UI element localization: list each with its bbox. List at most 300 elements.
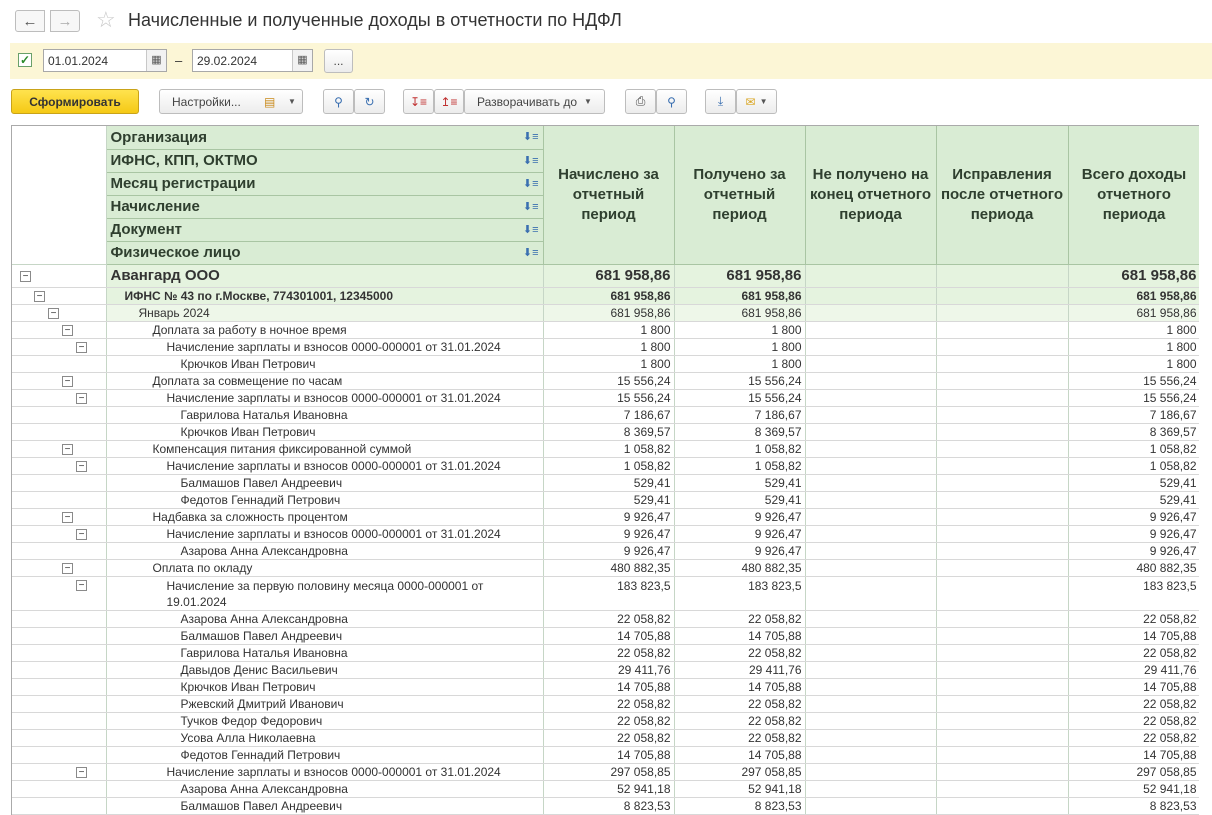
value-cell: 15 556,24: [674, 372, 805, 389]
row-label: Надбавка за сложность процентом: [106, 508, 543, 525]
row-label: ИФНС № 43 по г.Москве, 774301001, 12345000: [106, 287, 543, 304]
value-cell: 15 556,24: [543, 389, 674, 406]
sort-icon: ⬇≡: [522, 131, 539, 143]
value-cell: 681 958,86: [674, 304, 805, 321]
value-cell: [936, 576, 1068, 610]
value-cell: [805, 644, 936, 661]
expand-to-label: Разворачивать до: [477, 94, 578, 109]
search-next-button[interactable]: [354, 89, 385, 114]
table-row[interactable]: [12, 491, 1199, 508]
tree-cell: [12, 661, 106, 678]
col-header-accrued[interactable]: Начислено за отчетный период: [543, 126, 674, 264]
table-row[interactable]: [12, 508, 1199, 525]
row-label: Крючков Иван Петрович: [106, 423, 543, 440]
value-cell: 14 705,88: [674, 678, 805, 695]
sort-icon: ⬇≡: [522, 246, 539, 259]
value-cell: 15 556,24: [1068, 372, 1199, 389]
sort-descending-icon: ↧≡: [409, 94, 428, 109]
value-cell: [805, 264, 936, 287]
value-cell: 183 823,5: [674, 576, 805, 610]
value-cell: 22 058,82: [674, 644, 805, 661]
value-cell: 15 556,24: [543, 372, 674, 389]
value-cell: 8 369,57: [543, 423, 674, 440]
value-cell: [936, 457, 1068, 474]
value-cell: 14 705,88: [543, 678, 674, 695]
back-arrow-icon[interactable]: ←: [15, 10, 45, 32]
value-cell: 22 058,82: [543, 712, 674, 729]
value-cell: [936, 321, 1068, 338]
row-label: Крючков Иван Петрович: [106, 678, 543, 695]
value-cell: 529,41: [674, 491, 805, 508]
tree-cell: [12, 644, 106, 661]
value-cell: 22 058,82: [1068, 695, 1199, 712]
date-from-value: 01.01.2024: [48, 54, 109, 68]
sort-asc-button[interactable]: [434, 89, 464, 114]
tree-cell: [12, 474, 106, 491]
save-button[interactable]: [705, 89, 736, 114]
row-label: Оплата по окладу: [106, 559, 543, 576]
table-row[interactable]: [12, 576, 1199, 610]
download-icon: ⤓: [717, 94, 724, 108]
value-cell: 52 941,18: [674, 780, 805, 797]
value-cell: 529,41: [543, 474, 674, 491]
value-cell: 681 958,86: [543, 304, 674, 321]
value-cell: 183 823,5: [543, 576, 674, 610]
value-cell: [805, 678, 936, 695]
value-cell: [936, 525, 1068, 542]
collapse-icon[interactable]: −: [76, 342, 87, 353]
value-cell: 297 058,85: [1068, 763, 1199, 780]
value-cell: [936, 372, 1068, 389]
value-cell: [936, 304, 1068, 321]
table-row[interactable]: [12, 389, 1199, 406]
value-cell: 22 058,82: [543, 610, 674, 627]
collapse-icon[interactable]: −: [76, 529, 87, 540]
group-header-organization: Организация ⬇≡: [106, 126, 543, 149]
tree-cell: [12, 491, 106, 508]
value-cell: 14 705,88: [1068, 627, 1199, 644]
tree-cell: [12, 321, 106, 338]
col-header-received[interactable]: Получено за отчетный период: [674, 126, 805, 264]
value-cell: [805, 406, 936, 423]
tree-cell: [12, 712, 106, 729]
value-cell: 9 926,47: [1068, 508, 1199, 525]
chevron-down-icon: ▼: [584, 97, 592, 106]
table-row[interactable]: [12, 610, 1199, 627]
value-cell: 183 823,5: [1068, 576, 1199, 610]
table-row[interactable]: [12, 355, 1199, 372]
value-cell: 14 705,88: [674, 627, 805, 644]
table-row[interactable]: [12, 559, 1199, 576]
table-row[interactable]: [12, 264, 1199, 287]
value-cell: 529,41: [543, 491, 674, 508]
value-cell: 22 058,82: [1068, 644, 1199, 661]
value-cell: [805, 542, 936, 559]
search-button[interactable]: [323, 89, 354, 114]
table-row[interactable]: [12, 474, 1199, 491]
value-cell: [936, 644, 1068, 661]
value-cell: 1 058,82: [674, 440, 805, 457]
value-cell: [936, 763, 1068, 780]
date-separator: –: [175, 53, 183, 68]
collapse-icon[interactable]: −: [48, 308, 59, 319]
value-cell: [936, 406, 1068, 423]
search-icon: ⚲: [334, 94, 343, 109]
value-cell: 1 800: [1068, 355, 1199, 372]
row-label: Азарова Анна Александровна: [106, 610, 543, 627]
value-cell: 52 941,18: [543, 780, 674, 797]
value-cell: 1 800: [543, 338, 674, 355]
chevron-down-icon: ▼: [759, 97, 768, 106]
value-cell: 9 926,47: [543, 542, 674, 559]
printer-icon: ⎙: [635, 94, 646, 108]
value-cell: [805, 780, 936, 797]
value-cell: [805, 627, 936, 644]
generate-button[interactable]: Сформировать: [11, 89, 139, 114]
row-label: Федотов Геннадий Петрович: [106, 491, 543, 508]
tree-cell: [12, 287, 106, 304]
tree-cell: [12, 389, 106, 406]
value-cell: 8 369,57: [674, 423, 805, 440]
value-cell: 22 058,82: [674, 610, 805, 627]
row-label: Давыдов Денис Васильевич: [106, 661, 543, 678]
value-cell: [805, 559, 936, 576]
value-cell: 7 186,67: [543, 406, 674, 423]
period-panel: [10, 43, 1212, 79]
tree-cell: [12, 355, 106, 372]
tree-cell: [12, 542, 106, 559]
row-label: Компенсация питания фиксированной суммой: [106, 440, 543, 457]
value-cell: 14 705,88: [674, 746, 805, 763]
value-cell: 52 941,18: [1068, 780, 1199, 797]
row-label: Начисление зарплаты и взносов 0000-000001 от 31.01.2024: [106, 389, 543, 406]
period-checkbox[interactable]: ✓: [19, 53, 31, 67]
row-label: Начисление зарплаты и взносов 0000-000001 от 31.01.2024: [106, 457, 543, 474]
envelope-icon: ✉: [745, 94, 756, 109]
date-from-field[interactable]: [43, 49, 167, 72]
value-cell: [936, 355, 1068, 372]
value-cell: 14 705,88: [543, 627, 674, 644]
tree-cell: [12, 780, 106, 797]
value-cell: 1 800: [674, 355, 805, 372]
value-cell: 681 958,86: [1068, 304, 1199, 321]
value-cell: [805, 389, 936, 406]
sort-icon: ⬇≡: [522, 177, 539, 190]
table-row[interactable]: [12, 287, 1199, 304]
tree-cell: [12, 576, 106, 610]
collapse-icon[interactable]: −: [62, 512, 73, 523]
value-cell: 14 705,88: [1068, 678, 1199, 695]
row-label: Авангард ООО: [106, 264, 543, 287]
table-row[interactable]: [12, 678, 1199, 695]
value-cell: 1 800: [674, 321, 805, 338]
value-cell: [936, 542, 1068, 559]
value-cell: 7 186,67: [1068, 406, 1199, 423]
group-header-accrual: Начисление ⬇≡: [106, 195, 543, 218]
table-row[interactable]: [12, 644, 1199, 661]
table-row[interactable]: [12, 304, 1199, 321]
value-cell: [936, 627, 1068, 644]
value-cell: 681 958,86: [1068, 287, 1199, 304]
table-row[interactable]: [12, 712, 1199, 729]
tree-cell: [12, 423, 106, 440]
tree-cell: [12, 610, 106, 627]
value-cell: 9 926,47: [543, 508, 674, 525]
value-cell: 29 411,76: [1068, 661, 1199, 678]
collapse-icon[interactable]: −: [62, 444, 73, 455]
tree-cell: [12, 440, 106, 457]
value-cell: 1 800: [1068, 338, 1199, 355]
sort-ascending-icon: ↥≡: [440, 94, 458, 109]
value-cell: 22 058,82: [543, 695, 674, 712]
value-cell: 529,41: [1068, 491, 1199, 508]
group-header-ifns: ИФНС, КПП, ОКТМО ⬇≡: [106, 149, 543, 172]
value-cell: 22 058,82: [1068, 610, 1199, 627]
value-cell: [936, 712, 1068, 729]
row-label: Гаврилова Наталья Ивановна: [106, 644, 543, 661]
value-cell: 29 411,76: [674, 661, 805, 678]
value-cell: [936, 559, 1068, 576]
value-cell: 15 556,24: [674, 389, 805, 406]
value-cell: 681 958,86: [543, 264, 674, 287]
value-cell: 14 705,88: [1068, 746, 1199, 763]
value-cell: [936, 474, 1068, 491]
print-preview-icon: ⚲: [667, 94, 676, 109]
table-row[interactable]: [12, 372, 1199, 389]
calendar-icon[interactable]: ▦: [146, 50, 166, 71]
value-cell: 529,41: [1068, 474, 1199, 491]
group-header-month: Месяц регистрации ⬇≡: [106, 172, 543, 195]
value-cell: 1 800: [674, 338, 805, 355]
value-cell: 9 926,47: [543, 525, 674, 542]
value-cell: [936, 695, 1068, 712]
value-cell: 297 058,85: [674, 763, 805, 780]
row-label: Начисление зарплаты и взносов 0000-000001 от 31.01.2024: [106, 525, 543, 542]
value-cell: 9 926,47: [674, 525, 805, 542]
period-select-button[interactable]: ...: [324, 49, 353, 73]
value-cell: 22 058,82: [1068, 729, 1199, 746]
value-cell: [805, 746, 936, 763]
table-row[interactable]: [12, 525, 1199, 542]
value-cell: [936, 287, 1068, 304]
row-label: Балмашов Павел Андреевич: [106, 627, 543, 644]
value-cell: 1 800: [543, 355, 674, 372]
value-cell: [805, 797, 936, 814]
print-button[interactable]: [625, 89, 656, 114]
collapse-icon[interactable]: −: [20, 271, 31, 282]
collapse-icon[interactable]: −: [76, 580, 87, 591]
value-cell: 1 058,82: [1068, 457, 1199, 474]
row-label: Крючков Иван Петрович: [106, 355, 543, 372]
value-cell: 7 186,67: [674, 406, 805, 423]
value-cell: [805, 440, 936, 457]
collapse-icon[interactable]: −: [76, 461, 87, 472]
value-cell: 1 058,82: [543, 457, 674, 474]
tree-cell: [12, 264, 106, 287]
date-to-field[interactable]: [192, 49, 313, 72]
row-label: Федотов Геннадий Петрович: [106, 746, 543, 763]
row-label: Начисление зарплаты и взносов 0000-000001 от 31.01.2024: [106, 338, 543, 355]
expand-to-dropdown[interactable]: [464, 89, 605, 114]
forward-arrow-icon[interactable]: →: [50, 10, 80, 32]
row-label: Доплата за совмещение по часам: [106, 372, 543, 389]
value-cell: 681 958,86: [674, 264, 805, 287]
value-cell: 681 958,86: [543, 287, 674, 304]
group-header-document: Документ ⬇≡: [106, 218, 543, 241]
tree-cell: [12, 797, 106, 814]
collapse-icon[interactable]: −: [76, 393, 87, 404]
value-cell: 1 058,82: [1068, 440, 1199, 457]
value-cell: [805, 763, 936, 780]
value-cell: 681 958,86: [1068, 264, 1199, 287]
value-cell: 22 058,82: [674, 712, 805, 729]
value-cell: [936, 729, 1068, 746]
value-cell: 480 882,35: [543, 559, 674, 576]
value-cell: [936, 389, 1068, 406]
table-row[interactable]: [12, 780, 1199, 797]
row-label: Балмашов Павел Андреевич: [106, 797, 543, 814]
variants-icon: ▤: [264, 94, 276, 109]
value-cell: [805, 661, 936, 678]
value-cell: [805, 338, 936, 355]
collapse-icon[interactable]: −: [76, 767, 87, 778]
settings-button[interactable]: [159, 89, 303, 114]
collapse-icon[interactable]: −: [62, 376, 73, 387]
tree-header: [12, 126, 106, 264]
value-cell: 8 823,53: [1068, 797, 1199, 814]
value-cell: 29 411,76: [543, 661, 674, 678]
tree-cell: [12, 406, 106, 423]
value-cell: [805, 491, 936, 508]
value-cell: 297 058,85: [543, 763, 674, 780]
value-cell: [936, 780, 1068, 797]
calendar-icon[interactable]: ▦: [292, 50, 312, 71]
window-title: Начисленные и полученные доходы в отчетности по НДФЛ: [128, 10, 622, 30]
preview-button[interactable]: [656, 89, 687, 114]
table-row[interactable]: [12, 695, 1199, 712]
collapse-icon[interactable]: −: [34, 291, 45, 302]
col-header-total[interactable]: Всего доходы отчетного периода: [1068, 126, 1199, 264]
value-cell: [805, 474, 936, 491]
sort-desc-button[interactable]: [403, 89, 434, 114]
table-row[interactable]: [12, 321, 1199, 338]
value-cell: 22 058,82: [674, 695, 805, 712]
value-cell: 22 058,82: [1068, 712, 1199, 729]
row-label: Балмашов Павел Андреевич: [106, 474, 543, 491]
date-to-value: 29.02.2024: [197, 54, 258, 68]
table-row[interactable]: [12, 729, 1199, 746]
value-cell: [936, 678, 1068, 695]
value-cell: 529,41: [674, 474, 805, 491]
row-label: Ржевский Дмитрий Иванович: [106, 695, 543, 712]
value-cell: 9 926,47: [1068, 525, 1199, 542]
tree-cell: [12, 763, 106, 780]
value-cell: [805, 321, 936, 338]
value-cell: 1 800: [543, 321, 674, 338]
value-cell: [805, 423, 936, 440]
table-row[interactable]: [12, 406, 1199, 423]
value-cell: [805, 304, 936, 321]
collapse-icon[interactable]: −: [62, 563, 73, 574]
tree-cell: [12, 525, 106, 542]
value-cell: [936, 440, 1068, 457]
value-cell: [936, 746, 1068, 763]
table-row[interactable]: [12, 440, 1199, 457]
sort-icon: ⬇≡: [522, 223, 539, 236]
chevron-down-icon: ▼: [288, 97, 296, 106]
value-cell: [936, 508, 1068, 525]
value-cell: [805, 457, 936, 474]
value-cell: 480 882,35: [674, 559, 805, 576]
row-label: Тучков Федор Федорович: [106, 712, 543, 729]
value-cell: [936, 661, 1068, 678]
table-row[interactable]: [12, 542, 1199, 559]
favorite-star-icon[interactable]: ☆: [96, 7, 116, 32]
value-cell: [805, 525, 936, 542]
table-row[interactable]: [12, 627, 1199, 644]
value-cell: 22 058,82: [543, 729, 674, 746]
value-cell: [805, 508, 936, 525]
row-label: Доплата за работу в ночное время: [106, 321, 543, 338]
tree-cell: [12, 746, 106, 763]
table-row[interactable]: [12, 746, 1199, 763]
value-cell: 1 058,82: [674, 457, 805, 474]
sort-icon: ⬇≡: [522, 200, 539, 213]
value-cell: 22 058,82: [674, 729, 805, 746]
tree-cell: [12, 457, 106, 474]
tree-cell: [12, 695, 106, 712]
row-label: Усова Алла Николаевна: [106, 729, 543, 746]
tree-cell: [12, 678, 106, 695]
table-row[interactable]: [12, 763, 1199, 780]
table-row[interactable]: [12, 457, 1199, 474]
value-cell: 14 705,88: [543, 746, 674, 763]
search-next-icon: ↻: [364, 94, 375, 109]
row-label: Гаврилова Наталья Ивановна: [106, 406, 543, 423]
row-label: Начисление за первую половину месяца 0000-000001 от 19.01.2024: [106, 576, 543, 610]
row-label: Начисление зарплаты и взносов 0000-000001 от 31.01.2024: [106, 763, 543, 780]
value-cell: [805, 610, 936, 627]
value-cell: [805, 287, 936, 304]
table-row[interactable]: [12, 661, 1199, 678]
send-email-button[interactable]: [736, 89, 777, 114]
value-cell: 8 823,53: [674, 797, 805, 814]
tree-cell: [12, 304, 106, 321]
value-cell: [936, 797, 1068, 814]
table-row[interactable]: [12, 423, 1199, 440]
value-cell: 681 958,86: [674, 287, 805, 304]
report-table: [12, 126, 1199, 815]
tree-cell: [12, 372, 106, 389]
collapse-icon[interactable]: −: [62, 325, 73, 336]
value-cell: 1 058,82: [543, 440, 674, 457]
title-bar: [0, 0, 1212, 42]
tree-cell: [12, 729, 106, 746]
col-header-corrections[interactable]: Исправления после отчетного периода: [936, 126, 1068, 264]
report-grid[interactable]: [11, 125, 1199, 815]
table-row[interactable]: [12, 338, 1199, 355]
value-cell: [936, 610, 1068, 627]
sort-icon: ⬇≡: [522, 154, 539, 167]
value-cell: 15 556,24: [1068, 389, 1199, 406]
col-header-not-received[interactable]: Не получено на конец отчетного периода: [805, 126, 936, 264]
table-row[interactable]: [12, 797, 1199, 814]
row-label: Азарова Анна Александровна: [106, 780, 543, 797]
value-cell: [936, 338, 1068, 355]
value-cell: 9 926,47: [1068, 542, 1199, 559]
value-cell: [805, 372, 936, 389]
tree-cell: [12, 627, 106, 644]
